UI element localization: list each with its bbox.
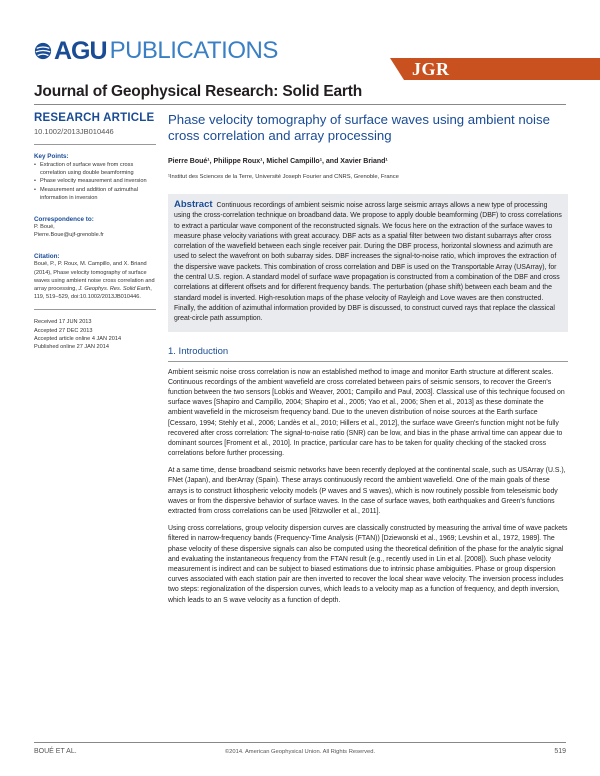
abstract-box <box>168 194 568 332</box>
citation-doi: , 119, 519–529, doi:10.1002/2013JB010446. <box>34 286 152 301</box>
jgr-badge-label: JGR <box>412 59 450 79</box>
header-divider <box>34 104 566 105</box>
abstract-text: Continuous recordings of ambient seismic noise across large seismic arrays allows a new type of processing using the cross-correlation technique on broadband data. We propose to apply double beamforming (DBF) to cross correlations to extract a particular wave component of the reconstructed signals. We focus here on the extraction of the surface waves to measure phase velocity variations with great accuracy. DBF acts as a spatial filter between two distant subarrays after cross correlation of the wavefield between each single receiver pair. During the DBF process, horizontal slowness and azimuth are used to select the wavefront on both subarray sides. DBF increases the signal-to-noise ratio, which improves the extraction of the dispersive wave packets. This combination of cross correlation and DBF is used on the Transportable Array (USArray), for the central U.S. region. A standard model of surface wave propagation is constructed from a combination of the DBF and cross correlations at different offsets and for different frequency bands. The perturbation (phase shift) between each beam and the standard model is inverted. High-resolution maps of the phase velocity of Rayleigh and Love waves are then constructed. Finally, the addition of azimuthal information provided by DBF is discussed, to construct curved rays that replace the classical great-circle path assumption. <box>174 202 562 323</box>
doi: 10.1002/2013JB010446 <box>34 127 114 136</box>
abstract-label: Abstract <box>174 199 213 210</box>
jgr-badge <box>404 58 600 80</box>
accepted-date: Accepted 27 DEC 2013 <box>34 327 93 334</box>
key-point-item: • Extraction of surface wave from cross correlation using double beamforming <box>34 161 156 177</box>
body-paragraph: Ambient seismic noise cross correlation is now an established method to image and monitor Earth structure at different scales. Continuous recordings of the ambient wavefield are cross correlated between pairs of seismic sensors, to recover the Green's function between the two sensors [Lobkis and Weaver, 2001; Campillo and Paul, 2003]. Classical use of this technique focused on surface waves [Shapiro and Campillo, 2004; Shapiro et al., 2005; Yao et al., 2006; Shen et al., 2013] as these dominate the ambient wavefield in the microseism frequency band. Due to the uneven distribution of noise sources at the Earth surface [Cessaro, 1994; Stehly et al., 2006; Landès et al., 2010; Hillers et al., 2012], the surface wave Green's function might not be fully recovered after cross correlation: The signal-to-noise ratio (SNR) can be low, and bias in the phase arrival time can appear due to dominant sources [Froment et al., 2010]. In practice, particular care has to be taken for quality checking of the stacked cross correlations before further processing. <box>168 368 565 458</box>
copyright-notice: ©2014. American Geophysical Union. All Rights Reserved. <box>224 749 376 755</box>
received-date: Received 17 JUN 2013 <box>34 319 92 326</box>
running-author: BOUÉ ET AL. <box>34 748 77 755</box>
published-online-date: Published online 27 JAN 2014 <box>34 344 109 351</box>
body-paragraph: At a same time, dense broadband seismic networks have been recently deployed at the continental scale, such as USArray (U.S.), FNet (Japan), and IberArray (Spain). These arrays continuously record the ambient wavefield. One of the main goals of these arrays is to construct lithospheric velocity models (P waves and S waves), which is now routinely possible from teleseismic body waves or from the dispersive behavior of surface waves. In the case of surface waves, both earthquakes and Green's functions extracted from cross correlations can be used [Ritzwoller et al., 2011]. <box>168 467 566 516</box>
agu-globe-icon <box>34 42 52 60</box>
citation-authors-title: Boué, P., P. Roux, M. Campillo, and X. Briand (2014), Phase velocity tomography of surface waves using ambient noise cross correlation and array processing, <box>34 261 155 293</box>
author-list: Pierre Boué¹, Philippe Roux¹, Michel Campillo¹, and Xavier Briand¹ <box>168 158 388 165</box>
key-point-item: • Phase velocity measurement and inversion <box>34 177 156 185</box>
affiliation: ¹Institut des Sciences de la Terre, Université Joseph Fourier and CNRS, Grenoble, France <box>168 174 399 180</box>
key-points-heading: Key Points: <box>34 153 69 160</box>
body-paragraph: Using cross correlations, group velocity dispersion curves are classically constructed by measuring the arrival time of wave packets filtered in narrow-frequency bands (Frequency-Time Analysis (FTAN)) [Dziewonski et al., 1969; Levshin et al., 1972, 1989]. The phase velocity of these dispersive signals can also be computed using the theoretical definition of the phase for the analytic signal and evaluating the instantaneous frequency from the FTAN result (e.g., recently used in Lin et al. [2008]). Such phase velocity measurement is indirect and can be subject to biased estimations due to intrinsic phase ambiguities. Phase or group dispersion curves associated with each station pair are then inverted to recover the local shear wave velocity. The inversion process includes two steps: regionalization of the dispersion curves, which leads to a velocity map as a function of frequency, and depth inversion, which leads to an S wave velocity as a function of depth. <box>168 525 568 604</box>
sidebar <box>34 112 156 351</box>
page-number: 519 <box>554 748 566 755</box>
citation-heading: Citation: <box>34 253 60 261</box>
agu-wordmark: AGU <box>54 37 107 65</box>
correspondence-email[interactable]: Pierre.Boue@ujf-grenoble.fr <box>34 232 104 239</box>
accepted-online-date: Accepted article online 4 JAN 2014 <box>34 335 122 342</box>
footer-divider <box>34 742 566 743</box>
article-type: RESEARCH ARTICLE <box>34 112 155 124</box>
key-points-list <box>34 161 156 202</box>
paper-title: Phase velocity tomography of surface waves using ambient noise cross correlation and array processing <box>168 112 550 143</box>
citation-journal: J. Geophys. Res. Solid Earth <box>78 286 151 293</box>
correspondence-heading: Correspondence to: <box>34 216 94 224</box>
publications-wordmark: PUBLICATIONS <box>109 37 278 64</box>
key-point-item: • Measurement and addition of azimuthal information in inversion <box>34 186 156 202</box>
citation-text <box>34 260 156 301</box>
correspondence-name: P. Boué, <box>34 224 55 231</box>
agu-publications-logo <box>34 36 278 66</box>
section-heading: 1. Introduction <box>168 345 229 357</box>
sidebar-divider <box>34 144 156 145</box>
section-divider <box>168 361 568 362</box>
journal-title: Journal of Geophysical Research: Solid Earth <box>34 83 362 100</box>
sidebar-divider <box>34 309 156 310</box>
article-main <box>168 112 568 613</box>
